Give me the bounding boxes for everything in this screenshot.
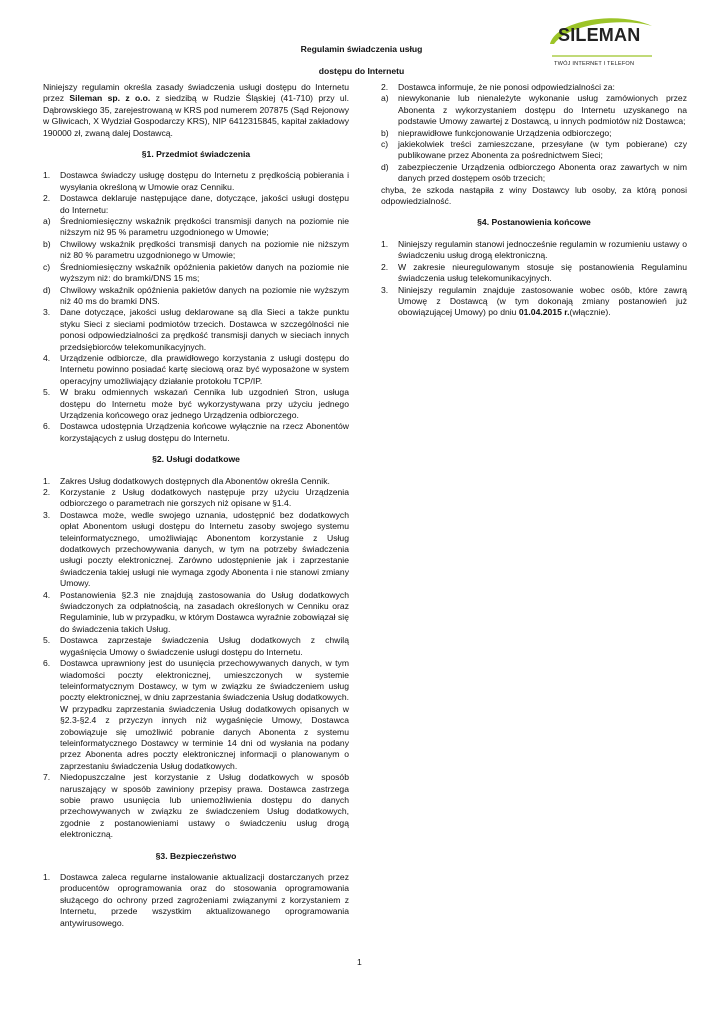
section-4-heading: §4. Postanowienia końcowe [477, 217, 591, 228]
list-item: 6. Dostawca uprawniony jest do usunięcia przechowywanych danych, w tym wiadomości poczty elektronicznej, umieszczonych w systemie teleinformatycznym Dostawcy, w tym w związku ze świadczeniem usług poczty elektronicznej, w dniu zaprzestania świadczenia Usług dodatkowych. W przypadku zaprzestania świadczenia Usług dodatkowych opisanych w §2.3-§2.4 z przyczyn innych niż wygaśnięcie Umowy, Dostawca zobowiązuje się umożliwić pobranie danych Abonenta z systemu teleinformatycznego Dostawcy w terminie 14 dni od wysłania na podany przez Abonenta adres poczty elektronicznej informacji o planowanym o zaprzestaniu świadczenia Usług dodatkowych. [43, 658, 349, 771]
list-item: a) Średniomiesięczny wskaźnik prędkości transmisji danych na poziomie nie niższym niż 95 % parametru uzgodnionego w Umowie; [43, 216, 349, 238]
list-item: 7. Niedopuszczalne jest korzystanie z Usług dodatkowych w sposób naruszający w sposób zawiniony przepisy prawa. Dostawca zastrzega sobie prawo usunięcia lub uniemożliwienia dostępu do danych przechowywanych w związku ze świadczeniem Usług dodatkowych, zgodnie z postanowieniami ustawy o świadczeniu usług drogą elektroniczną. [43, 772, 349, 840]
list-item: 3. Dostawca może, wedle swojego uznania, udostępnić bez dodatkowych opłat Abonentom usługi dostępu do Internetu zasoby swojego systemu teleinformatycznego, umożliwiając Abonentom korzystanie z Usług dodatkowych przechowywania danych, w tym na potrzeby świadczenia usługi poczty elektronicznej. Zarówno udostępnienie jak i zaprzestanie świadczenia takiej usługi nie wymaga zgody Abonenta i nie stanowi zmiany Umowy. [43, 509, 349, 589]
logo-name: SILEMAN [558, 25, 641, 45]
section-3-closing: chyba, że szkoda nastąpiła z winy Dostawcy lub osoby, za którą ponosi odpowiedzialność. [381, 184, 687, 207]
section-1-list [43, 170, 349, 444]
list-item: 1. Dostawca świadczy usługę dostępu do Internetu z prędkością pobierania i wysyłania określoną w Umowie oraz Cenniku. [43, 170, 349, 192]
list-item: 5. Dostawca zaprzestaje świadczenia Usług dodatkowych z chwilą wygaśnięcia Umowy o świadczenie usługi dostępu do Internetu. [43, 635, 349, 657]
list-item: 1. Dostawca zaleca regularne instalowanie aktualizacji dostarczanych przez producentów oprogramowania oraz do stosowania oprogramowania służącego do ochrony przed zagrożeniami związanymi z korzystaniem z Internetu, przede wszystkim aktualizowanego oprogramowania antywirusowego. [43, 872, 349, 928]
list-item: d) Chwilowy wskaźnik opóźnienia pakietów danych na poziomie nie wyższym niż 40 ms do bramki DNS. [43, 284, 349, 306]
sileman-logo [548, 14, 658, 70]
right-column [381, 82, 687, 319]
effective-date: 01.04.2015 r. [518, 307, 570, 318]
list-item: 2. Korzystanie z Usług dodatkowych następuje przy użyciu Urządzenia odbiorczego o parametrach nie gorszych niż opisane w §1.4. [43, 487, 349, 509]
list-item: a) niewykonanie lub nienależyte wykonanie usług zamówionych przez Abonenta z wykorzystaniem dostępu do Internetu uzyskanego na podstawie Umowy zawartej z Dostawcą, u innych podmiotów niż Dostawca; [381, 93, 687, 127]
document-subtitle: dostępu do Internetu [318, 66, 405, 76]
list-item: 5. W braku odmiennych wskazań Cennika lub uzgodnień Stron, usługa dostępu do Internetu może być wykorzystywana przy użyciu jednego Urządzenia końcowego oraz jednego Urządzenia odbiorczego. [43, 387, 349, 420]
section-3-list-part2 [381, 82, 687, 185]
list-item: 2. Dostawca deklaruje następujące dane, dotyczące, jakości usługi dostępu do Internetu: [43, 193, 349, 215]
page-number: 1 [357, 957, 362, 967]
list-item: 3. Niniejszy regulamin znajduje zastosowanie wobec osób, które zawrą Umowę z Dostawcą (w tym dokonają zmiany postanowień już obowiązującej Umowy) po dniu 01.04.2015 r.(włącznie). [381, 284, 687, 318]
list-item: d) zabezpieczenie Urządzenia odbiorczego Abonenta oraz zawartych w nim danych przed dostępem osób trzecich; [381, 161, 687, 184]
section-1-heading: §1. Przedmiot świadczenia [141, 149, 251, 160]
list-item: 6. Dostawca udostępnia Urządzenia końcowe wyłącznie na rzecz Abonentów korzystających z usług dostępu do Internetu. [43, 421, 349, 443]
list-item: 1. Zakres Usług dodatkowych dostępnych dla Abonentów określa Cennik. [43, 475, 330, 486]
document-title: Regulamin świadczenia usług [300, 44, 423, 54]
list-item: b) Chwilowy wskaźnik prędkości transmisji danych na poziomie nie niższym niż 80 % parametru uzgodnionego w Umowie; [43, 238, 349, 261]
company-name: Sileman sp. z o.o. [69, 93, 151, 104]
list-item: 4. Postanowienia §2.3 nie znajdują zastosowania do Usług dodatkowych świadczonych za odpłatnością, na zasadach określonych w Cenniku oraz Regulaminie, lub w przypadku, w którym Dostawca wyraźnie zobowiązał się do świadczenia takich Usług. [43, 589, 349, 634]
section-2-heading: §2. Usługi dodatkowe [152, 454, 240, 465]
list-item: c) Średniomiesięczny wskaźnik opóźnienia pakietów danych na poziomie nie wyższym niż: do bramki/DNS 15 ms; [43, 261, 349, 284]
logo-tagline: TWÓJ INTERNET I TELEFON [554, 61, 635, 67]
list-item: 2. Dostawca informuje, że nie ponosi odpowiedzialności za: [381, 82, 615, 92]
list-item: 2. W zakresie nieuregulowanym stosuje się postanowienia Regulaminu świadczenia usług telekomunikacyjnych. [381, 261, 687, 284]
left-column [43, 82, 349, 929]
intro-paragraph: Niniejszy regulamin określa zasady świadczenia usługi dostępu do Internetu przez Sileman sp. z o.o. z siedzibą w Rudzie Śląskiej (41-710) przy ul. Dąbrowskiego 35, zarejestrowaną w KRS pod numerem 207875 (Sąd Rejonowy w Gliwicach, X Wydział Gospodarczy KRS), NIP 6412315845, kapitał zakładowy 190000 zł, zwaną dalej Dostawcą. [43, 82, 349, 138]
section-3-list-part1 [43, 872, 349, 929]
list-item: 4. Urządzenie odbiorcze, dla prawidłowego korzystania z usługi dostępu do Internetu powinno posiadać kartę sieciową oraz być wyposażone w system operacyjny umożliwiający działanie protokołu TCP/IP. [43, 352, 349, 386]
section-4-list [381, 239, 687, 319]
list-item: b) nieprawidłowe funkcjonowanie Urządzenia odbiorczego; [381, 127, 612, 138]
section-2-list [43, 476, 349, 841]
list-item: 3. Dane dotyczące, jakości usług deklarowane są dla Sieci a także punktu styku Sieci z sieciami podmiotów trzecich. Dostawca w szczególności nie ponosi odpowiedzialności za prędkość transmisji danych w sieciach innych przedsiębiorców telekomunikacyjnych. [43, 307, 349, 352]
section-3-heading: §3. Bezpieczeństwo [155, 850, 237, 861]
list-item: 1. Niniejszy regulamin stanowi jednocześnie regulamin w rozumieniu ustawy o świadczeniu usług drogą elektroniczną. [381, 238, 687, 261]
list-item: c) jakiekolwiek treści zamieszczane, przesyłane (w tym pobierane) czy publikowane przez Abonenta za pośrednictwem Sieci; [381, 139, 687, 161]
